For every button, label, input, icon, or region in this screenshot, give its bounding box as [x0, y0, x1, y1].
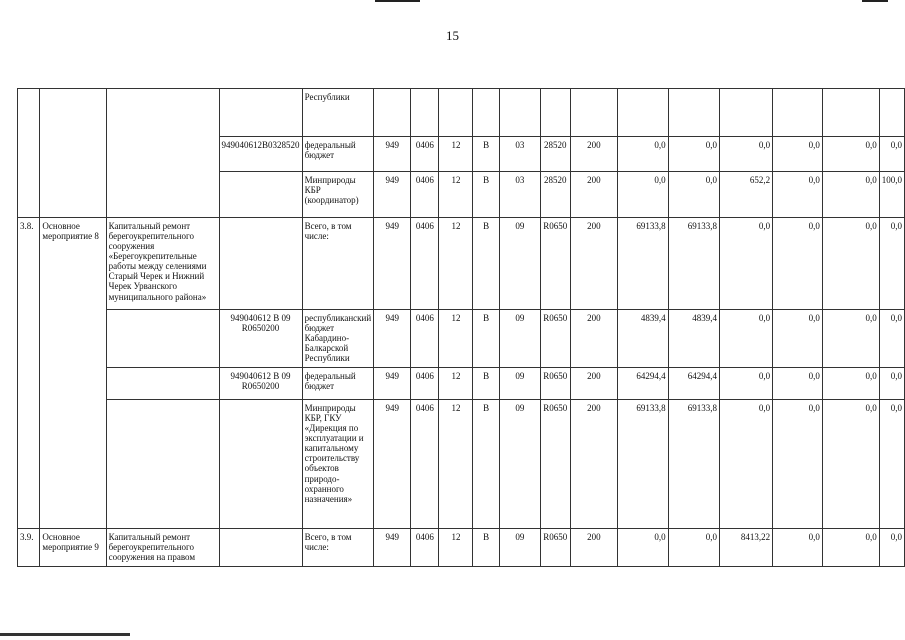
cell-v.2: 12: [439, 368, 473, 400]
cell-v.10: 0,0: [773, 529, 823, 567]
table-row: [18, 529, 905, 567]
cell-empty: [720, 89, 773, 137]
cell-v.7: 0,0: [618, 529, 668, 567]
cell-v.6: 200: [570, 368, 618, 400]
cell-v.3: В: [473, 172, 500, 218]
cell-v.7: 4839,4: [618, 310, 668, 368]
cell-v.9: 0,0: [720, 310, 773, 368]
cell-v.3: В: [473, 400, 500, 529]
cell-v.5: R0650: [540, 218, 570, 310]
scan-line-top-right: [862, 0, 888, 2]
cell-v.0: 949: [374, 529, 411, 567]
cell-v.8: 69133,8: [668, 400, 719, 529]
scan-line-bottom: [0, 633, 130, 636]
cell-v.5: 28520: [540, 172, 570, 218]
cell-v.1: 0406: [411, 218, 439, 310]
budget-table: [17, 88, 905, 567]
cell-v.3: В: [473, 218, 500, 310]
cell-v.1: 0406: [411, 310, 439, 368]
cell-v.7: 64294,4: [618, 368, 668, 400]
table-row: [18, 400, 905, 529]
cell-v.0: 949: [374, 400, 411, 529]
cell-v.8: 0,0: [668, 529, 719, 567]
cell-desc: [106, 368, 219, 400]
cell-desc: [106, 89, 219, 218]
cell-kbk: 949040612В0328520: [219, 137, 302, 172]
cell-v.1: 0406: [411, 400, 439, 529]
table-row: [18, 310, 905, 368]
cell-v.1: 0406: [411, 529, 439, 567]
cell-empty: [668, 89, 719, 137]
cell-v.10: 0,0: [773, 310, 823, 368]
cell-kbk: 949040612 В 09 R0650200: [219, 368, 302, 400]
cell-v.3: В: [473, 310, 500, 368]
cell-empty: [374, 89, 411, 137]
cell-v.6: 200: [570, 137, 618, 172]
scan-line-top-center: [375, 0, 420, 2]
cell-v.4: 03: [499, 172, 540, 218]
cell-v.8: 64294,4: [668, 368, 719, 400]
cell-empty: [879, 89, 904, 137]
cell-v.7: 69133,8: [618, 400, 668, 529]
cell-v.2: 12: [439, 172, 473, 218]
cell-v.11: 0,0: [822, 137, 879, 172]
cell-v.6: 200: [570, 172, 618, 218]
cell-v.0: 949: [374, 172, 411, 218]
cell-idx: 3.9.: [18, 529, 40, 567]
cell-desc: [106, 400, 219, 529]
cell-v.5: R0650: [540, 400, 570, 529]
cell-v.12: 0,0: [879, 137, 904, 172]
cell-idx: [18, 89, 40, 218]
cell-v.12: 100,0: [879, 172, 904, 218]
cell-name: Основное мероприятие 8: [40, 218, 106, 529]
cell-v.4: 09: [499, 400, 540, 529]
cell-v.1: 0406: [411, 172, 439, 218]
cell-src: федеральный бюджет: [302, 368, 374, 400]
cell-v.7: 69133,8: [618, 218, 668, 310]
cell-desc: Капитальный ремонт берегоукрепительного сооружения на правом: [106, 529, 219, 567]
cell-src: федеральный бюджет: [302, 137, 374, 172]
cell-empty: [618, 89, 668, 137]
cell-v.1: 0406: [411, 137, 439, 172]
cell-src: Республики: [302, 89, 374, 137]
cell-v.10: 0,0: [773, 400, 823, 529]
cell-kbk: 949040612 В 09 R0650200: [219, 310, 302, 368]
cell-empty: [473, 89, 500, 137]
cell-v.2: 12: [439, 529, 473, 567]
cell-v.2: 12: [439, 310, 473, 368]
cell-v.12: 0,0: [879, 368, 904, 400]
cell-v.2: 12: [439, 218, 473, 310]
cell-v.9: 0,0: [720, 218, 773, 310]
cell-kbk: [219, 89, 302, 137]
cell-v.10: 0,0: [773, 368, 823, 400]
cell-empty: [411, 89, 439, 137]
cell-idx: 3.8.: [18, 218, 40, 529]
cell-v.6: 200: [570, 310, 618, 368]
cell-name: Основное мероприятие 9: [40, 529, 106, 567]
cell-v.11: 0,0: [822, 310, 879, 368]
cell-desc: [106, 310, 219, 368]
cell-v.8: 0,0: [668, 137, 719, 172]
table-row: [18, 89, 905, 137]
cell-v.9: 0,0: [720, 400, 773, 529]
cell-desc: Капитальный ремонт берегоукрепительного сооружения «Берегоукрепительные работы между селениями Старый Черек и Нижний Черек Урванского муниципального района»: [106, 218, 219, 310]
cell-v.7: 0,0: [618, 137, 668, 172]
cell-v.12: 0,0: [879, 310, 904, 368]
cell-name: [40, 89, 106, 218]
cell-v.11: 0,0: [822, 400, 879, 529]
cell-kbk: [219, 218, 302, 310]
cell-v.4: 09: [499, 368, 540, 400]
cell-v.10: 0,0: [773, 137, 823, 172]
cell-v.0: 949: [374, 218, 411, 310]
cell-v.1: 0406: [411, 368, 439, 400]
cell-empty: [822, 89, 879, 137]
table-row: [18, 368, 905, 400]
cell-v.4: 09: [499, 529, 540, 567]
cell-src: Минприроды КБР (координатор): [302, 172, 374, 218]
cell-empty: [439, 89, 473, 137]
cell-empty: [570, 89, 618, 137]
cell-src: республиканский бюджет Кабардино-Балкарской Республики: [302, 310, 374, 368]
cell-kbk: [219, 529, 302, 567]
cell-v.8: 0,0: [668, 172, 719, 218]
cell-v.3: В: [473, 137, 500, 172]
cell-v.4: 09: [499, 218, 540, 310]
cell-kbk: [219, 172, 302, 218]
cell-v.0: 949: [374, 137, 411, 172]
cell-src: Минприроды КБР, ГКУ «Дирекция по эксплуатации и капитальному строительству объектов природо-охранного назначения»: [302, 400, 374, 529]
table-row: [18, 218, 905, 310]
cell-v.10: 0,0: [773, 218, 823, 310]
cell-v.11: 0,0: [822, 172, 879, 218]
cell-v.2: 12: [439, 400, 473, 529]
cell-v.6: 200: [570, 400, 618, 529]
cell-v.5: R0650: [540, 529, 570, 567]
cell-v.9: 0,0: [720, 137, 773, 172]
cell-v.3: В: [473, 368, 500, 400]
cell-v.4: 09: [499, 310, 540, 368]
cell-empty: [540, 89, 570, 137]
cell-v.0: 949: [374, 310, 411, 368]
cell-empty: [499, 89, 540, 137]
cell-v.9: 8413,22: [720, 529, 773, 567]
cell-empty: [773, 89, 823, 137]
cell-v.11: 0,0: [822, 529, 879, 567]
cell-v.10: 0,0: [773, 172, 823, 218]
cell-v.7: 0,0: [618, 172, 668, 218]
cell-src: Всего, в том числе:: [302, 529, 374, 567]
cell-v.5: R0650: [540, 310, 570, 368]
cell-v.6: 200: [570, 218, 618, 310]
cell-src: Всего, в том числе:: [302, 218, 374, 310]
cell-v.9: 0,0: [720, 368, 773, 400]
cell-v.8: 4839,4: [668, 310, 719, 368]
cell-v.0: 949: [374, 368, 411, 400]
cell-v.12: 0,0: [879, 218, 904, 310]
cell-v.9: 652,2: [720, 172, 773, 218]
cell-v.3: В: [473, 529, 500, 567]
cell-v.12: 0,0: [879, 400, 904, 529]
cell-v.8: 69133,8: [668, 218, 719, 310]
cell-v.2: 12: [439, 137, 473, 172]
cell-v.5: 28520: [540, 137, 570, 172]
cell-v.5: R0650: [540, 368, 570, 400]
cell-v.11: 0,0: [822, 368, 879, 400]
cell-v.4: 03: [499, 137, 540, 172]
page-number: 15: [446, 28, 459, 43]
cell-v.6: 200: [570, 529, 618, 567]
cell-v.11: 0,0: [822, 218, 879, 310]
cell-v.12: 0,0: [879, 529, 904, 567]
cell-kbk: [219, 400, 302, 529]
